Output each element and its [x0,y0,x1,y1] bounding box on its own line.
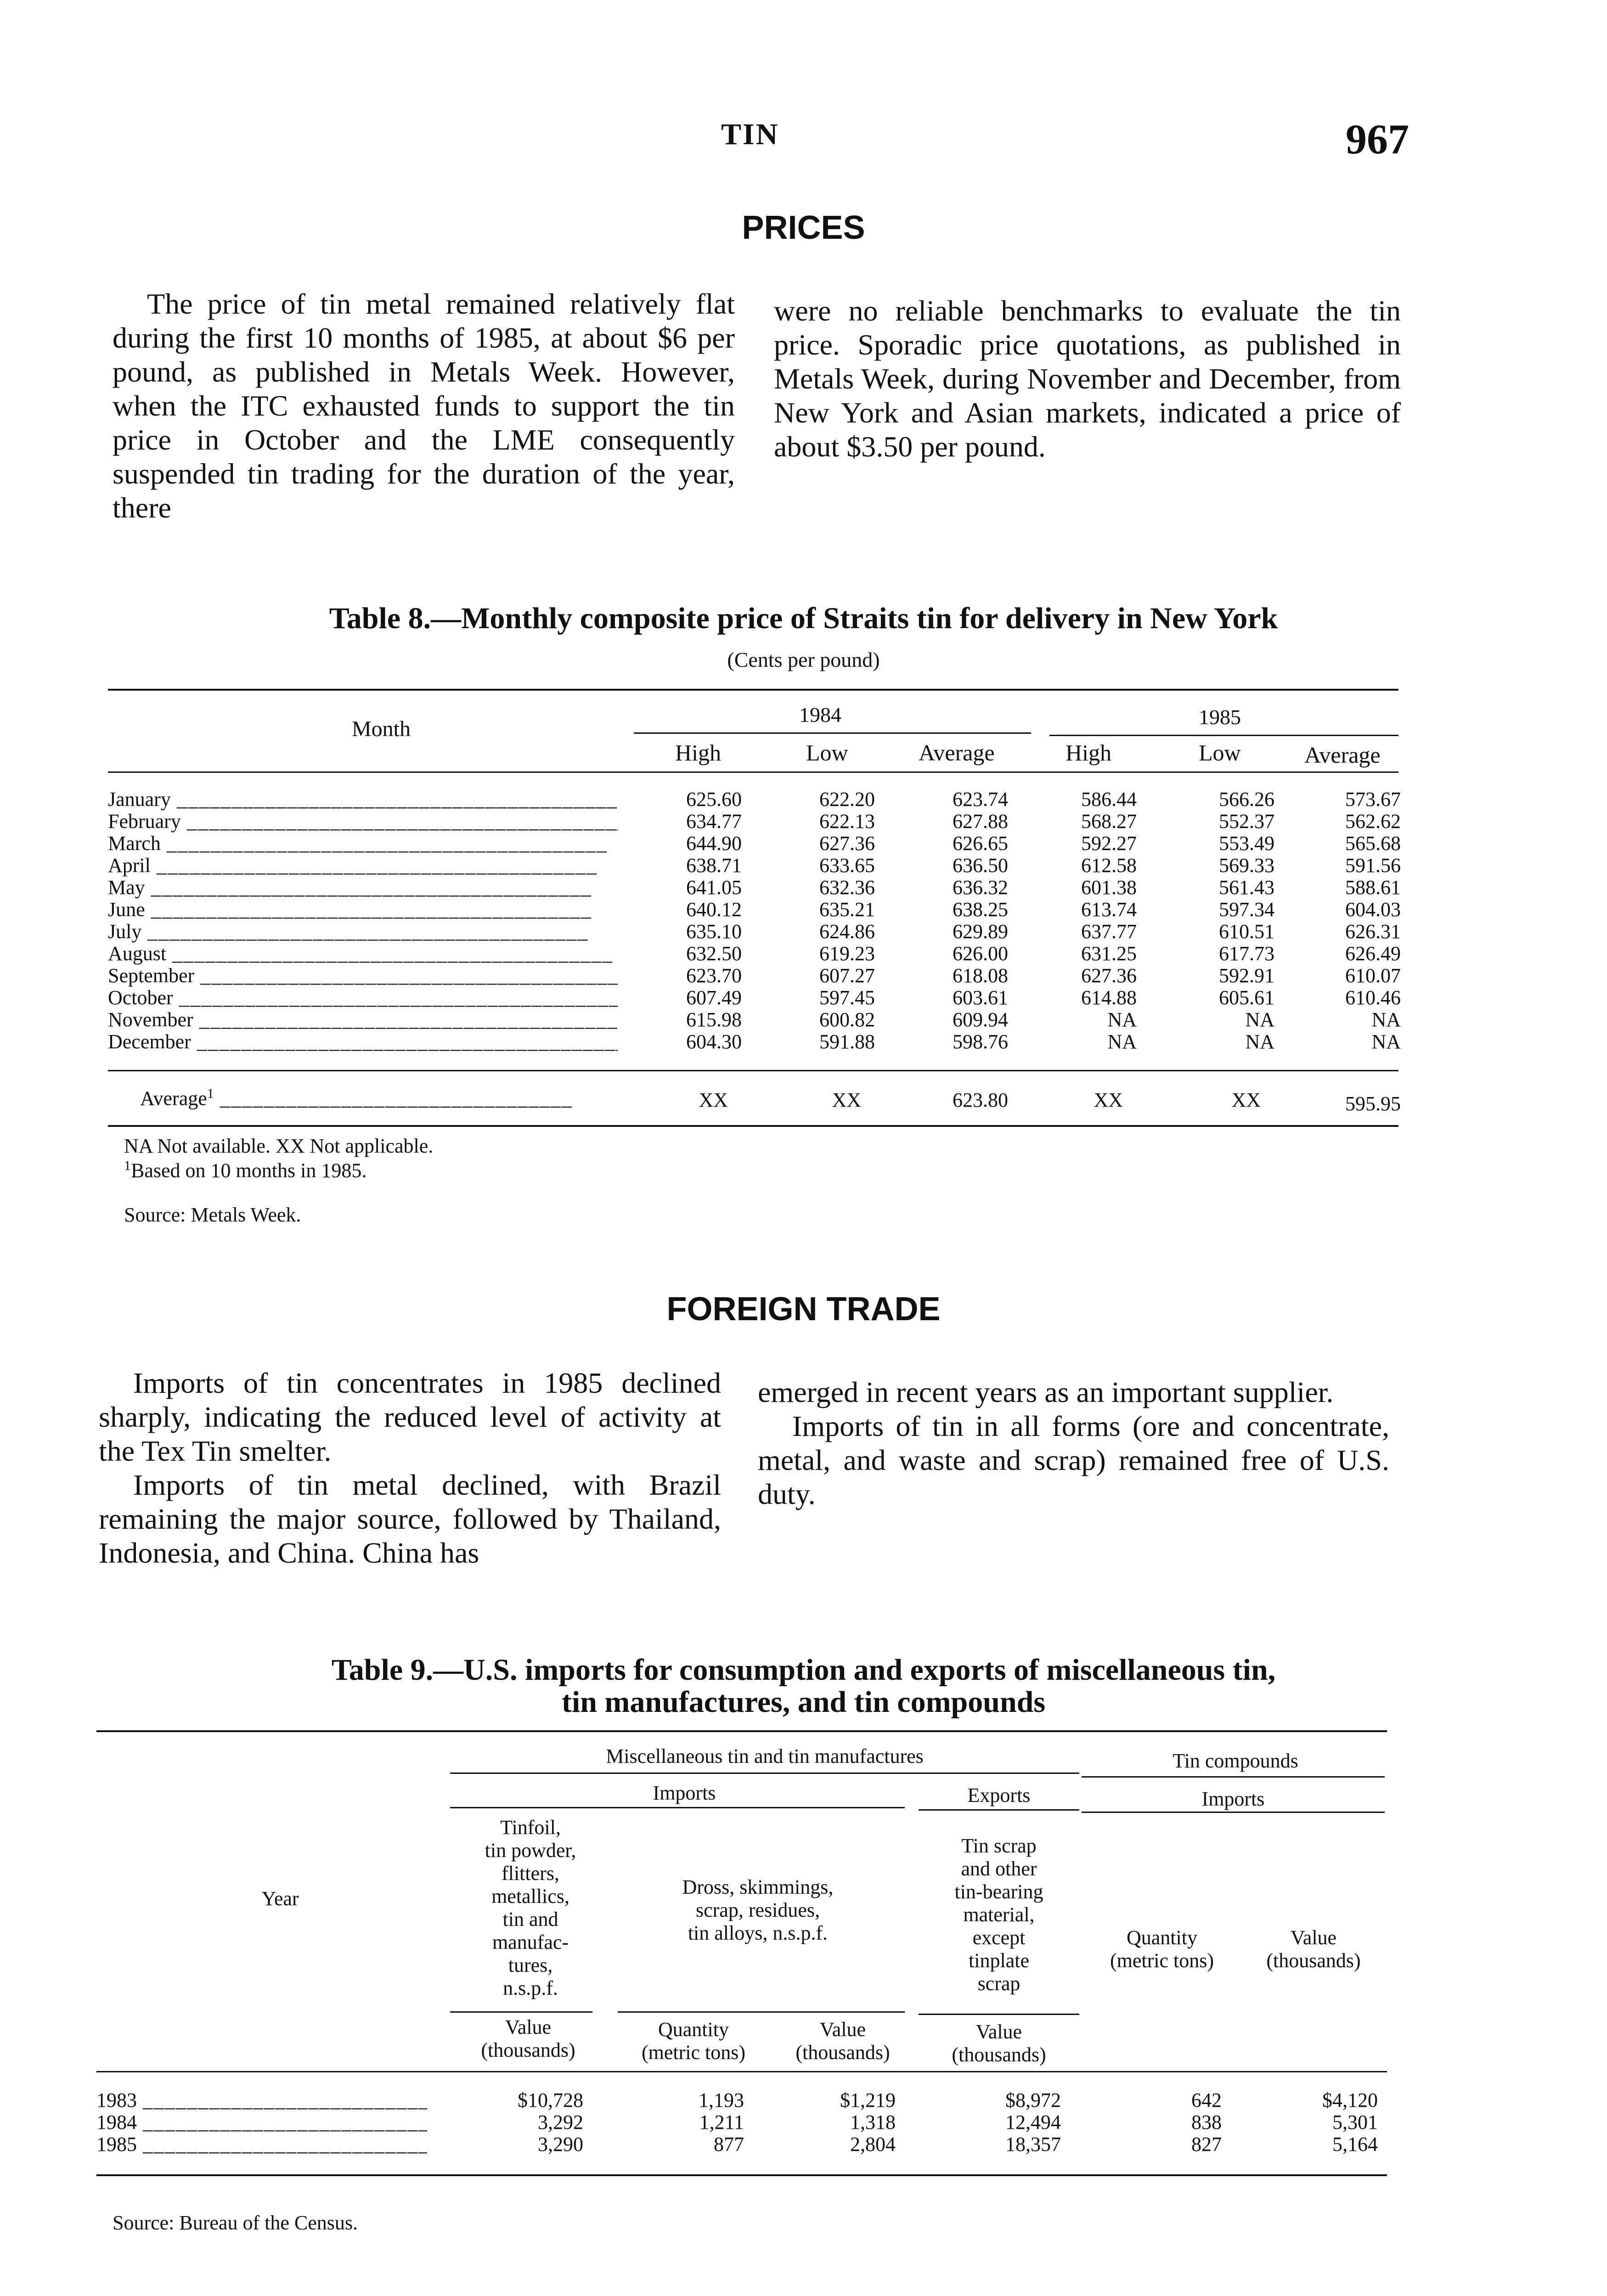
running-header-title: TIN [721,118,779,151]
table9-compound-qty-header [1093,1926,1231,1972]
table8-1985-rule [1049,735,1398,736]
table-cell: 12,494 [1005,2111,1061,2133]
table-cell: 625.60 [686,788,742,810]
footnote-marker: 1 [124,1158,131,1173]
month-label: January _____ [108,788,618,811]
month-label: May _____ [108,876,618,899]
table-cell: NA [1245,1008,1274,1031]
header-line: Value [1290,1926,1337,1949]
table-cell: 634.77 [686,810,742,833]
table-cell: 626.00 [953,942,1008,965]
table-cell: 632.50 [686,942,742,965]
header-line: tin-bearing [954,1880,1043,1903]
header-line: metallics, [491,1885,569,1908]
table-cell: NA [1107,1008,1137,1031]
table-cell: 629.89 [953,920,1008,943]
trade-paragraph-1: Imports of tin concentrates in 1985 declined sharply, indicating the reduced level of activity at the Tex Tin smelter. [99,1367,721,1467]
header-line: Quantity [658,2018,729,2041]
header-line: (metric tons) [1110,1949,1214,1972]
table9-exports-1: Exports [967,1784,1031,1806]
table-cell: 617.73 [1219,942,1274,965]
table-cell: $4,120 [1322,2089,1378,2111]
average-cell: XX [699,1089,728,1111]
table-cell: 640.12 [686,898,742,921]
header-line: scrap, residues, [695,1899,820,1921]
table9-group-misc-rule [450,1773,1079,1774]
header-line: (metric tons) [641,2041,746,2064]
table-cell: 623.70 [686,964,742,987]
table-cell: 618.08 [953,964,1008,987]
header-line: material, [963,1903,1035,1926]
table-cell: NA [1371,1008,1401,1031]
table8-sub-average-1985: Average [1304,742,1381,768]
page-number: 967 [1346,116,1409,163]
prices-column-2 [774,294,1401,464]
table-cell: 626.31 [1345,920,1401,943]
table-cell: 622.13 [819,810,875,833]
table-cell: 641.05 [686,876,742,899]
table-cell: 5,301 [1332,2111,1378,2133]
table-cell: 597.45 [819,986,875,1009]
table-cell: NA [1371,1030,1401,1053]
table9-bottom-rule [96,2174,1387,2176]
table9-scrap-header [919,1835,1079,1995]
year-label: 1983 _____ [96,2088,427,2112]
note-text: Based on 10 months in 1985. [131,1159,367,1182]
table-cell: 638.25 [953,898,1008,921]
header-line: (thousands) [795,2041,890,2064]
table-cell: 610.07 [1345,964,1401,987]
table-cell: 569.33 [1219,854,1274,877]
table9-source: Source: Bureau of the Census. [113,2212,358,2234]
table-cell: 561.43 [1219,876,1274,899]
table-cell: 636.50 [953,854,1008,877]
table9-tinfoil-header [450,1816,611,2000]
header-line: n.s.p.f. [503,1977,558,1999]
table-cell: 610.51 [1219,920,1274,943]
table-cell: 615.98 [686,1008,742,1031]
footnote-marker: 1 [207,1086,214,1101]
table-cell: 3,292 [538,2111,583,2133]
trade-paragraph-3: emerged in recent years as an important supplier. [758,1376,1334,1408]
table9-imports2-rule [1082,1812,1385,1813]
table-cell: $8,972 [1005,2089,1061,2111]
table-cell: 565.68 [1345,832,1401,855]
table9-dross-value-header [776,2018,909,2064]
table9-year-header: Year [261,1887,299,1910]
table-cell: 566.26 [1219,788,1274,810]
header-line: manufac- [492,1931,569,1953]
table-cell: 627.36 [1081,964,1137,987]
table8-unit: (Cents per pound) [727,648,880,671]
header-line: Tinfoil, [500,1816,561,1839]
table-cell: 607.27 [819,964,875,987]
table9-compound-value-header [1245,1926,1382,1972]
table9-group-compounds: Tin compounds [1173,1750,1298,1772]
table-cell: 642 [1191,2089,1222,2111]
table9-dross-header [634,1876,882,1945]
year-label: 1985 _____ [96,2133,427,2156]
header-line: (thousands) [481,2039,575,2061]
table-cell: 603.61 [953,986,1008,1009]
table9-tinfoil-value-header [450,2016,606,2062]
header-line: Value [505,2016,552,2038]
header-line: (thousands) [1266,1949,1361,1972]
table-cell: 605.61 [1219,986,1274,1009]
table-cell: 2,804 [850,2133,896,2155]
header-line: flitters, [502,1862,559,1885]
prices-paragraph-1: The price of tin metal remained relatively flat during the first 10 months of 1985, at about $6 per pound, as published in Metals Week. However, when the ITC exhausted funds to support the tin price in October and the LME consequently suspended tin trading for the duration of the year, there [113,287,735,524]
table8-month-header: Month [351,717,411,741]
average-cell: XX [1094,1089,1123,1111]
table-cell: 598.76 [953,1030,1008,1053]
table9-dross-qty-header [618,2018,769,2064]
table-cell: 612.58 [1081,854,1137,877]
table-cell: 623.74 [953,788,1008,810]
table8-sub-low-1984: Low [806,740,848,765]
table-cell: 1,193 [699,2089,744,2111]
table-cell: 597.34 [1219,898,1274,921]
table-cell: 552.37 [1219,810,1274,833]
table9-tinfoil-rule [450,2011,592,2013]
table-cell: 568.27 [1081,810,1137,833]
table8-source: Source: Metals Week. [124,1204,301,1226]
header-line: tin and [502,1908,558,1930]
month-label: September _____ [108,964,618,987]
header-line: tin alloys, n.s.p.f. [688,1922,828,1944]
table9-title-line-1: Table 9.—U.S. imports for consumption and exports of miscellaneous tin, [331,1653,1276,1687]
table-cell: 635.10 [686,920,742,943]
table-cell: 586.44 [1081,788,1137,810]
trade-column-1 [99,1366,721,1570]
table8-header-rule [108,771,1398,773]
table-cell: 619.23 [819,942,875,965]
month-label: March _____ [108,832,618,855]
table-cell: 562.62 [1345,810,1401,833]
table-cell: 591.56 [1345,854,1401,877]
average-cell: 623.80 [953,1089,1008,1111]
table-cell: 1,318 [850,2111,896,2133]
month-label: June _____ [108,898,618,921]
table9-scrap-value-header [928,2020,1070,2066]
header-line: Value [975,2020,1022,2043]
average-cell: XX [1231,1089,1261,1111]
average-cell: XX [832,1089,861,1111]
table-cell: 626.49 [1345,942,1401,965]
table-cell: 838 [1191,2111,1222,2133]
table8-1984-rule [634,732,1031,734]
table-cell: 588.61 [1345,876,1401,899]
table9-top-rule [96,1730,1387,1732]
table9-exports-rule [919,1809,1079,1811]
table9-imports-rule [450,1807,905,1808]
table8-average-label: Average$^1$ ________________________________ [140,1086,573,1110]
month-label: February _____ [108,810,618,833]
table-cell: 627.36 [819,832,875,855]
table-cell: 591.88 [819,1030,875,1053]
table9-imports-2: Imports [1201,1788,1265,1810]
table-cell: 610.46 [1345,986,1401,1009]
foreign-trade-heading: FOREIGN TRADE [666,1291,941,1328]
table8-sub-high-1984: High [675,740,721,765]
month-label: October _____ [108,986,618,1009]
table-cell: 637.77 [1081,920,1137,943]
table-cell: 601.38 [1081,876,1137,899]
header-line: Tin scrap [961,1835,1037,1857]
table-cell: 638.71 [686,854,742,877]
header-line: scrap [977,1972,1021,1995]
header-line: Quantity [1127,1926,1197,1949]
table-cell: 1,211 [699,2111,744,2133]
table-cell: 5,164 [1332,2133,1378,2155]
table-cell: 877 [714,2133,744,2155]
table-cell: 607.49 [686,986,742,1009]
table8-sub-low-1985: Low [1199,740,1241,765]
trade-paragraph-2: Imports of tin metal declined, with Brazil remaining the major source, followed by Thailand, Indonesia, and China. China has [99,1469,721,1569]
header-line: except [972,1926,1026,1949]
header-line: Value [819,2018,866,2041]
table-cell: NA [1245,1030,1274,1053]
table9-group-compounds-rule [1082,1776,1385,1778]
table8-title: Table 8.—Monthly composite price of Straits tin for delivery in New York [329,602,1278,635]
table9-scrap-rule [919,2014,1079,2015]
table8-top-rule [108,689,1398,691]
table9-header-rule [96,2071,1387,2072]
month-label: November _____ [108,1008,618,1031]
table-cell: 626.65 [953,832,1008,855]
table-cell: 592.91 [1219,964,1274,987]
table-cell: 553.49 [1219,832,1274,855]
table-cell: 631.25 [1081,942,1137,965]
prices-paragraph-2: were no reliable benchmarks to evaluate the tin price. Sporadic price quotations, as published in Metals Week, during November and December, from New York and Asian markets, indicated a price of about $3.50 per pound. [774,294,1401,463]
table-cell: NA [1107,1030,1137,1053]
trade-column-2 [758,1375,1389,1511]
table-cell: 604.30 [686,1030,742,1053]
header-line: Dross, skimmings, [682,1876,834,1898]
average-cell: 595.95 [1345,1092,1401,1115]
table-cell: 644.90 [686,832,742,855]
header-line: tures, [508,1954,553,1976]
table9-title-line-2: tin manufactures, and tin compounds [561,1685,1046,1719]
table-cell: 604.03 [1345,898,1401,921]
month-label: December _____ [108,1030,618,1053]
table-cell: 633.65 [819,854,875,877]
table-cell: 624.86 [819,920,875,943]
table8-average-rule [108,1070,1398,1071]
table-cell: 627.88 [953,810,1008,833]
table-cell: 632.36 [819,876,875,899]
table-cell: $1,219 [840,2089,896,2111]
table-cell: 827 [1191,2133,1222,2155]
table-cell: 636.32 [953,876,1008,899]
table-cell: 622.20 [819,788,875,810]
table8-bottom-rule [108,1125,1398,1127]
header-line: tin powder, [485,1839,576,1862]
table-cell: 573.67 [1345,788,1401,810]
prices-heading: PRICES [742,209,865,246]
prices-column-1 [113,287,735,525]
table8-year-1985: 1985 [1199,705,1241,729]
month-label: August _____ [108,942,618,965]
month-label: July _____ [108,920,618,943]
table-cell: 613.74 [1081,898,1137,921]
table8-note-1: NA Not available. XX Not applicable. [124,1135,434,1157]
header-line: tinplate [969,1949,1029,1972]
header-line: and other [961,1857,1037,1880]
table-cell: 18,357 [1005,2133,1061,2155]
year-label: 1984 _____ [96,2110,427,2134]
month-label: April _____ [108,854,618,877]
table9-group-misc: Miscellaneous tin and tin manufactures [606,1745,924,1767]
table9-dross-rule [618,2011,905,2013]
table8-year-1984: 1984 [799,703,841,726]
table-cell: 635.21 [819,898,875,921]
table-cell: 614.88 [1081,986,1137,1009]
table-cell: $10,728 [518,2089,583,2111]
table8-sub-high-1985: High [1066,740,1111,765]
average-text: Average [140,1087,207,1110]
table-cell: 592.27 [1081,832,1137,855]
table8-note-2 [124,1158,367,1182]
table-cell: 609.94 [953,1008,1008,1031]
table-cell: 3,290 [538,2133,583,2155]
header-line: (thousands) [952,2043,1046,2066]
table8-sub-average-1984: Average [919,740,995,765]
trade-paragraph-4: Imports of tin in all forms (ore and concentrate, metal, and waste and scrap) remained free of U.S. duty. [758,1410,1389,1510]
table-cell: 600.82 [819,1008,875,1031]
table9-imports-1: Imports [653,1782,716,1804]
